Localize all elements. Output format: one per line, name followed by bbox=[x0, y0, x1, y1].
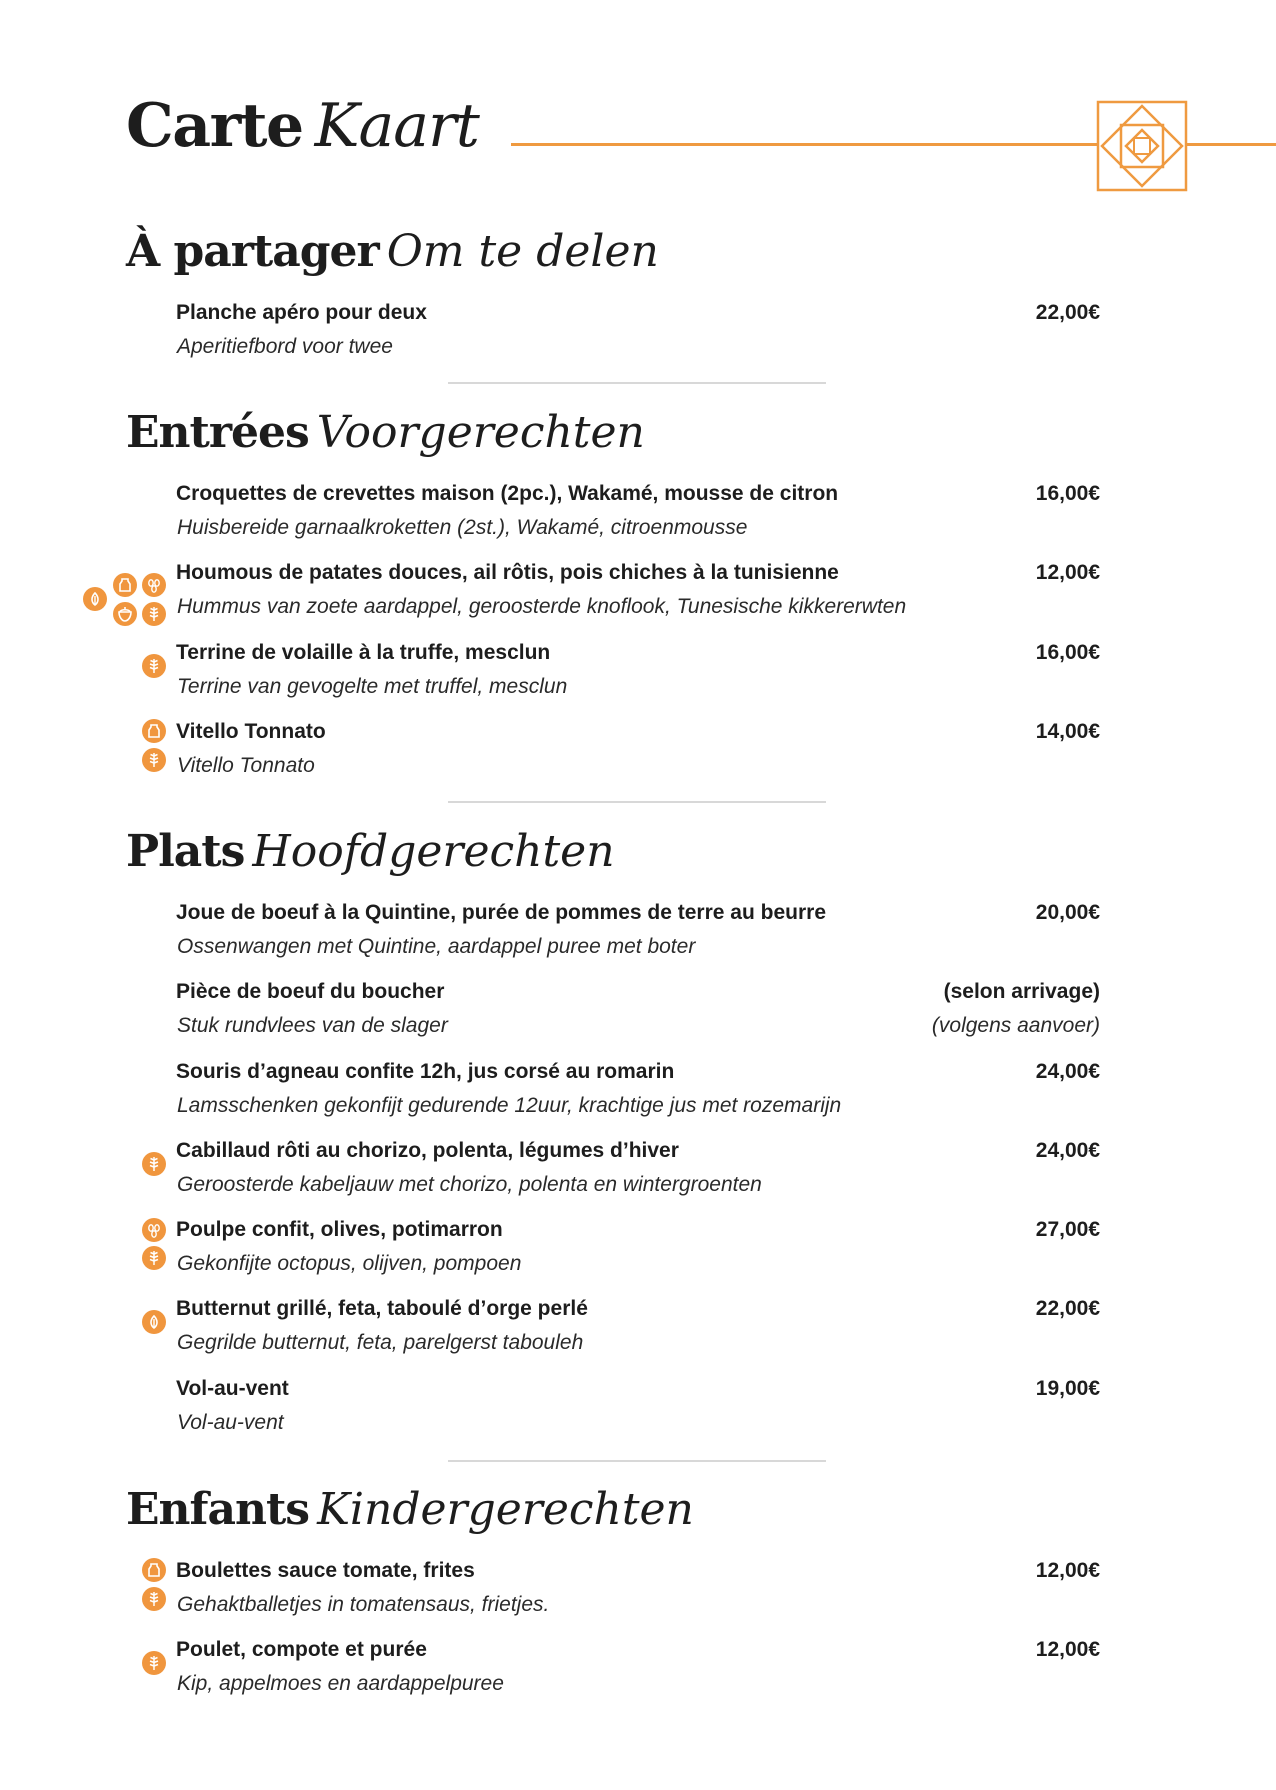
section-title-nl: Hoofdgerechten bbox=[252, 826, 615, 877]
item-description: Geroosterde kabeljauw met chorizo, polenta en wintergroenten bbox=[177, 1173, 762, 1196]
section-title bbox=[126, 826, 615, 877]
item-price: 24,00€ bbox=[1035, 1139, 1100, 1162]
menu-item bbox=[0, 1637, 1276, 1703]
menu-item bbox=[0, 1059, 1276, 1125]
item-description: Gehaktballetjes in tomatensaus, frietjes. bbox=[177, 1593, 550, 1616]
item-name: Houmous de patates douces, ail rôtis, pois chiches à la tunisienne bbox=[176, 561, 839, 584]
vegetarian-icon bbox=[142, 1310, 166, 1334]
item-price: 27,00€ bbox=[1035, 1218, 1100, 1241]
nested-diamond-square-logo bbox=[1096, 100, 1188, 192]
item-name: Poulet, compote et purée bbox=[176, 1638, 427, 1661]
item-price: 22,00€ bbox=[1035, 1297, 1100, 1320]
page-title bbox=[126, 91, 479, 161]
section-title-fr: Entrées bbox=[126, 407, 309, 458]
item-description: Huisbereide garnaalkroketten (2st.), Wakamé, citroenmousse bbox=[177, 516, 748, 539]
milk-icon bbox=[113, 573, 137, 597]
item-name: Vitello Tonnato bbox=[176, 720, 326, 743]
section-title bbox=[126, 1484, 694, 1535]
item-description: Stuk rundvlees van de slager bbox=[177, 1014, 448, 1037]
item-name: Pièce de boeuf du boucher bbox=[176, 980, 445, 1003]
item-description: Ossenwangen met Quintine, aardappel puree met boter bbox=[177, 935, 696, 958]
section-title bbox=[126, 407, 645, 458]
item-price: 12,00€ bbox=[1035, 1638, 1100, 1661]
menu-item bbox=[0, 481, 1276, 547]
section-title-nl: Voorgerechten bbox=[316, 407, 645, 458]
section-title-nl: Om te delen bbox=[386, 226, 659, 277]
menu-item bbox=[0, 560, 1276, 626]
menu-item bbox=[0, 979, 1276, 1045]
section-title-nl: Kindergerechten bbox=[317, 1484, 694, 1535]
milk-icon bbox=[142, 719, 166, 743]
item-name: Boulettes sauce tomate, frites bbox=[176, 1559, 475, 1582]
item-name: Butternut grillé, feta, taboulé d’orge perlé bbox=[176, 1297, 588, 1320]
item-price: 19,00€ bbox=[1035, 1377, 1100, 1400]
item-name: Joue de boeuf à la Quintine, purée de pommes de terre au beurre bbox=[176, 901, 826, 924]
item-description: Hummus van zoete aardappel, geroosterde knoflook, Tunesische kikkererwten bbox=[177, 595, 907, 618]
item-price: 16,00€ bbox=[1035, 482, 1100, 505]
gluten-icon bbox=[142, 1152, 166, 1176]
item-description: Vol-au-vent bbox=[177, 1411, 284, 1434]
section-title-fr: À partager bbox=[126, 226, 379, 277]
menu-item bbox=[0, 1376, 1276, 1442]
section-divider bbox=[448, 382, 826, 384]
nuts-icon bbox=[113, 602, 137, 626]
item-name: Vol-au-vent bbox=[176, 1377, 289, 1400]
sesame-icon bbox=[142, 573, 166, 597]
page-title-fr: Carte bbox=[126, 91, 303, 161]
item-price: 12,00€ bbox=[1035, 561, 1100, 584]
menu-item bbox=[0, 1296, 1276, 1362]
item-price: 24,00€ bbox=[1035, 1060, 1100, 1083]
item-name: Croquettes de crevettes maison (2pc.), Wakamé, mousse de citron bbox=[176, 482, 839, 505]
item-name: Souris d’agneau confite 12h, jus corsé au romarin bbox=[176, 1060, 675, 1083]
item-description: Vitello Tonnato bbox=[177, 754, 315, 777]
gluten-icon bbox=[142, 654, 166, 678]
item-price: (selon arrivage) bbox=[943, 980, 1100, 1003]
item-price: 22,00€ bbox=[1035, 301, 1100, 324]
section-title bbox=[126, 226, 659, 277]
item-description: Kip, appelmoes en aardappelpuree bbox=[177, 1672, 504, 1695]
sesame-icon bbox=[142, 1218, 166, 1242]
item-name: Poulpe confit, olives, potimarron bbox=[176, 1218, 503, 1241]
menu-item bbox=[0, 300, 1276, 366]
gluten-icon bbox=[142, 748, 166, 772]
item-name: Cabillaud rôti au chorizo, polenta, légumes d’hiver bbox=[176, 1139, 679, 1162]
item-price: 20,00€ bbox=[1035, 901, 1100, 924]
gluten-icon bbox=[142, 1651, 166, 1675]
item-description: Terrine van gevogelte met truffel, mesclun bbox=[177, 675, 568, 698]
menu-item bbox=[0, 1217, 1276, 1283]
section-title-fr: Enfants bbox=[126, 1484, 310, 1535]
item-description: Gekonfijte octopus, olijven, pompoen bbox=[177, 1252, 522, 1275]
item-price: 12,00€ bbox=[1035, 1559, 1100, 1582]
menu-item bbox=[0, 1138, 1276, 1204]
menu-item bbox=[0, 719, 1276, 785]
section-title-fr: Plats bbox=[126, 826, 245, 877]
item-name: Terrine de volaille à la truffe, mesclun bbox=[176, 641, 551, 664]
item-name: Planche apéro pour deux bbox=[176, 301, 427, 324]
milk-icon bbox=[142, 1558, 166, 1582]
vegetarian-icon bbox=[83, 587, 107, 611]
gluten-icon bbox=[142, 602, 166, 626]
menu-item bbox=[0, 640, 1276, 706]
menu-item bbox=[0, 900, 1276, 966]
gluten-icon bbox=[142, 1587, 166, 1611]
gluten-icon bbox=[142, 1246, 166, 1270]
menu-item bbox=[0, 1558, 1276, 1624]
item-description: Aperitiefbord voor twee bbox=[177, 335, 393, 358]
page-title-nl: Kaart bbox=[314, 91, 479, 161]
item-price: 14,00€ bbox=[1035, 720, 1100, 743]
item-description: Gegrilde butternut, feta, parelgerst tabouleh bbox=[177, 1331, 584, 1354]
item-description: Lamsschenken gekonfijt gedurende 12uur, krachtige jus met rozemarijn bbox=[177, 1094, 842, 1117]
section-divider bbox=[448, 801, 826, 803]
item-price: 16,00€ bbox=[1035, 641, 1100, 664]
item-price-note: (volgens aanvoer) bbox=[931, 1014, 1100, 1037]
section-divider bbox=[448, 1460, 826, 1462]
